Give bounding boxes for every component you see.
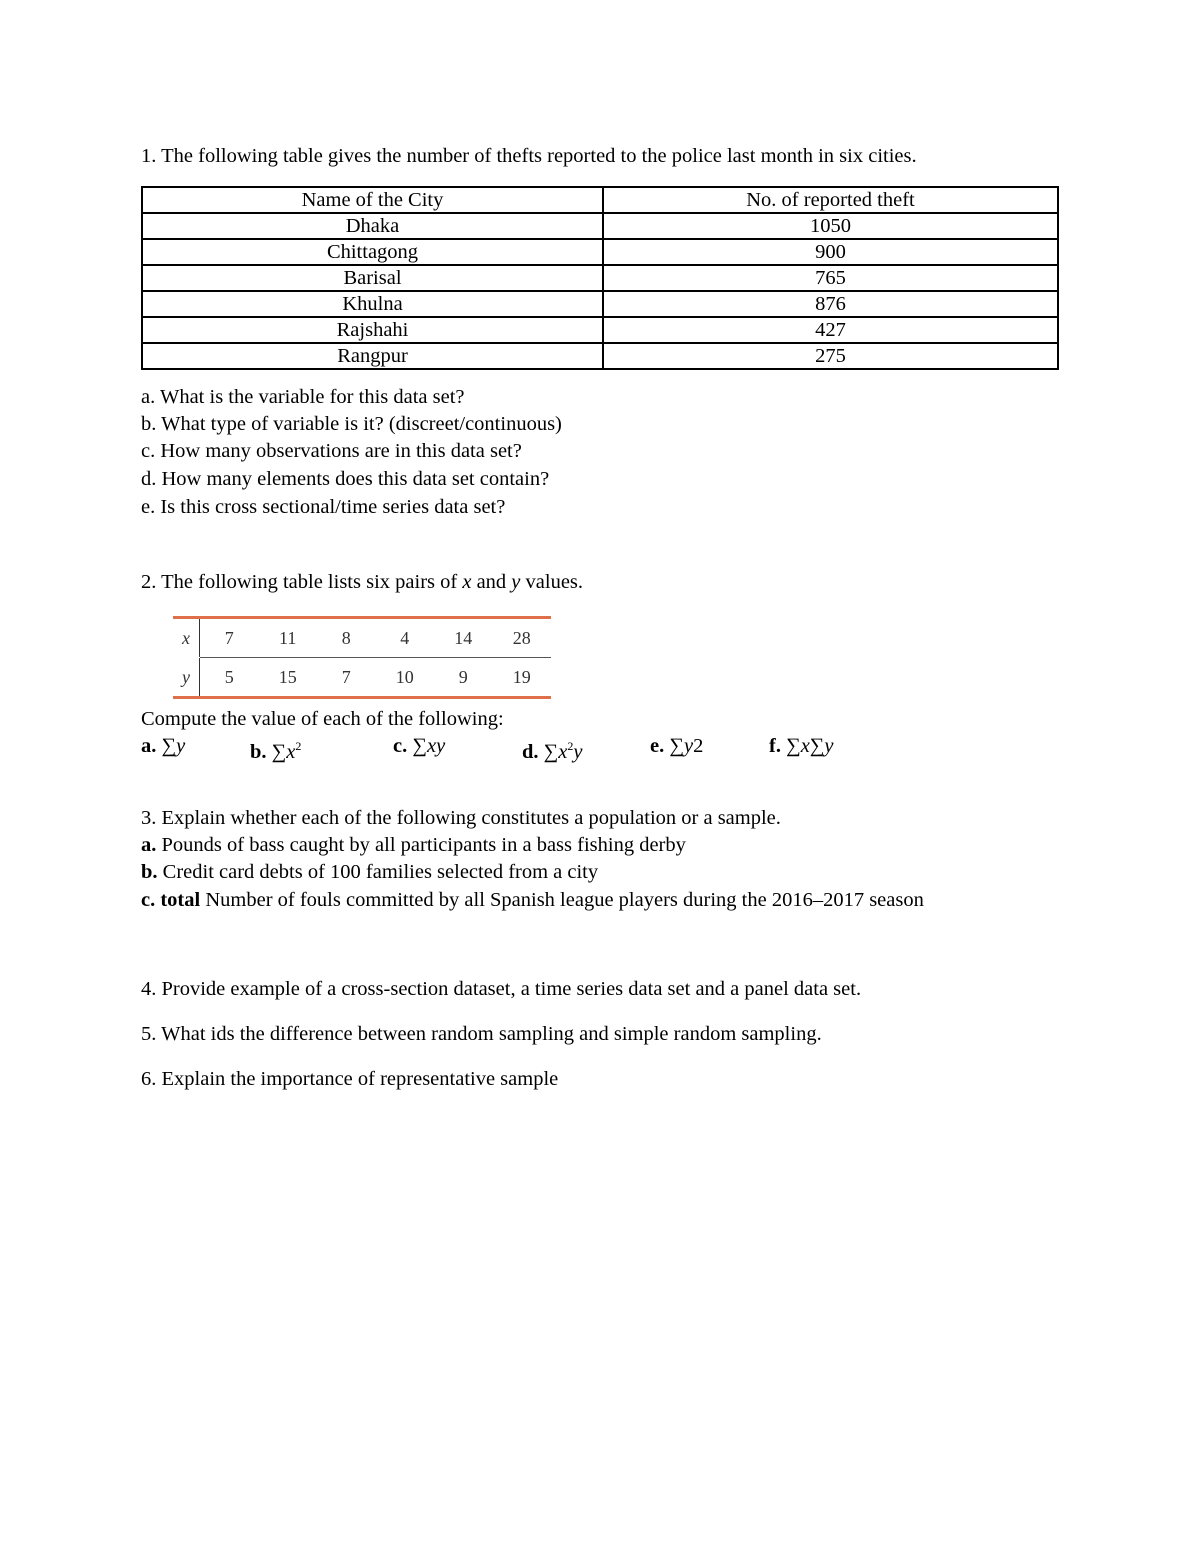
table-row (142, 265, 1058, 291)
q3-a-label: a. (141, 834, 157, 856)
formula-b-sup: 2 (295, 739, 302, 753)
x-value: 11 (279, 627, 297, 648)
x-value: 7 (224, 627, 234, 648)
formula-a-label: a. (141, 735, 157, 757)
header-theft: No. of reported theft (603, 187, 1058, 213)
table-header-row (142, 187, 1058, 213)
header-city: Name of the City (142, 187, 603, 213)
q1-a: a. What is the variable for this data set? (141, 386, 465, 408)
theft-cell: 765 (603, 265, 1058, 291)
q2-intro (141, 569, 583, 595)
y-value: 10 (395, 666, 414, 687)
q6: 6. Explain the importance of representative sample (141, 1068, 559, 1090)
formula-d (522, 733, 582, 765)
x-value: 14 (454, 627, 473, 648)
theft-cell: 1050 (603, 213, 1058, 239)
xy-table (173, 616, 551, 699)
city-cell: Dhaka (142, 213, 603, 239)
q2-and: and (471, 571, 512, 593)
theft-table (141, 186, 1059, 370)
formula-c (393, 733, 445, 759)
formula-d-sup: 2 (567, 739, 574, 753)
theft-cell: 900 (603, 239, 1058, 265)
q2-formulas (141, 733, 901, 763)
y-value: 7 (341, 666, 351, 687)
formula-d-label: d. (522, 740, 539, 763)
q5: 5. What ids the difference between random sampling and simple random sampling. (141, 1023, 822, 1045)
q2-x: x (462, 571, 472, 593)
table-row (142, 343, 1058, 369)
q3-intro: 3. Explain whether each of the following constitutes a population or a sample. (141, 807, 781, 829)
formula-b-label: b. (250, 740, 267, 763)
city-cell: Chittagong (142, 239, 603, 265)
y-value: 9 (458, 666, 468, 687)
q4: 4. Provide example of a cross-section dataset, a time series data set and a panel data set. (141, 978, 862, 1000)
q3-c-text: Number of fouls committed by all Spanish league players during the 2016–2017 season (200, 889, 924, 911)
table-row (142, 239, 1058, 265)
formula-a-expr: ∑y (161, 735, 186, 757)
formula-d-expr-tail: y (573, 740, 583, 763)
x-value: 8 (341, 627, 351, 648)
city-cell: Rajshahi (142, 317, 603, 343)
city-cell: Khulna (142, 291, 603, 317)
x-label: x (173, 619, 200, 657)
q1-c: c. How many observations are in this data set? (141, 440, 522, 462)
table-row (142, 291, 1058, 317)
formula-d-expr: ∑x (543, 740, 568, 763)
city-cell: Barisal (142, 265, 603, 291)
q1-intro: 1. The following table gives the number of thefts reported to the police last month in six cities. (141, 145, 917, 167)
y-value: 5 (224, 666, 234, 687)
theft-cell: 275 (603, 343, 1058, 369)
y-value: 15 (278, 666, 297, 687)
formula-c-expr: ∑xy (412, 735, 446, 757)
formula-e-tail: 2 (693, 735, 704, 757)
q2-compute: Compute the value of each of the following: (141, 708, 504, 730)
city-cell: Rangpur (142, 343, 603, 369)
table-row (142, 213, 1058, 239)
q1-e: e. Is this cross sectional/time series data set? (141, 496, 506, 518)
formula-b (250, 733, 301, 765)
q1-b: b. What type of variable is it? (discreet/continuous) (141, 413, 562, 435)
q3-b (141, 859, 598, 885)
formula-f-label: f. (769, 735, 781, 757)
formula-e-expr: ∑y (669, 735, 694, 757)
q3-a-text: Pounds of bass caught by all participants in a bass fishing derby (156, 834, 686, 856)
q1-d: d. How many elements does this data set contain? (141, 468, 550, 490)
x-row (173, 619, 551, 657)
formula-e (650, 733, 703, 759)
formula-c-label: c. (393, 735, 408, 757)
theft-cell: 427 (603, 317, 1058, 343)
x-value: 28 (512, 627, 531, 648)
q2-intro-pre: 2. The following table lists six pairs of (141, 571, 463, 593)
y-label: y (173, 658, 200, 696)
table-bottom-rule (173, 696, 551, 699)
formula-f-expr: ∑x∑y (786, 735, 834, 757)
theft-cell: 876 (603, 291, 1058, 317)
x-value: 4 (400, 627, 410, 648)
q3-c-bold: total (155, 889, 201, 911)
q3-c-label: c. (141, 889, 156, 911)
q3-c (141, 887, 924, 913)
q3-b-text: Credit card debts of 100 families selected from a city (157, 861, 599, 883)
formula-f (769, 733, 834, 759)
formula-e-label: e. (650, 735, 665, 757)
q2-intro-post: values. (520, 571, 584, 593)
y-value: 19 (512, 666, 531, 687)
formula-a (141, 733, 185, 759)
formula-b-expr: ∑x (271, 740, 296, 763)
q2-y: y (511, 571, 521, 593)
y-row (173, 658, 551, 696)
q3-a (141, 832, 686, 858)
q3-b-label: b. (141, 861, 158, 883)
table-row (142, 317, 1058, 343)
